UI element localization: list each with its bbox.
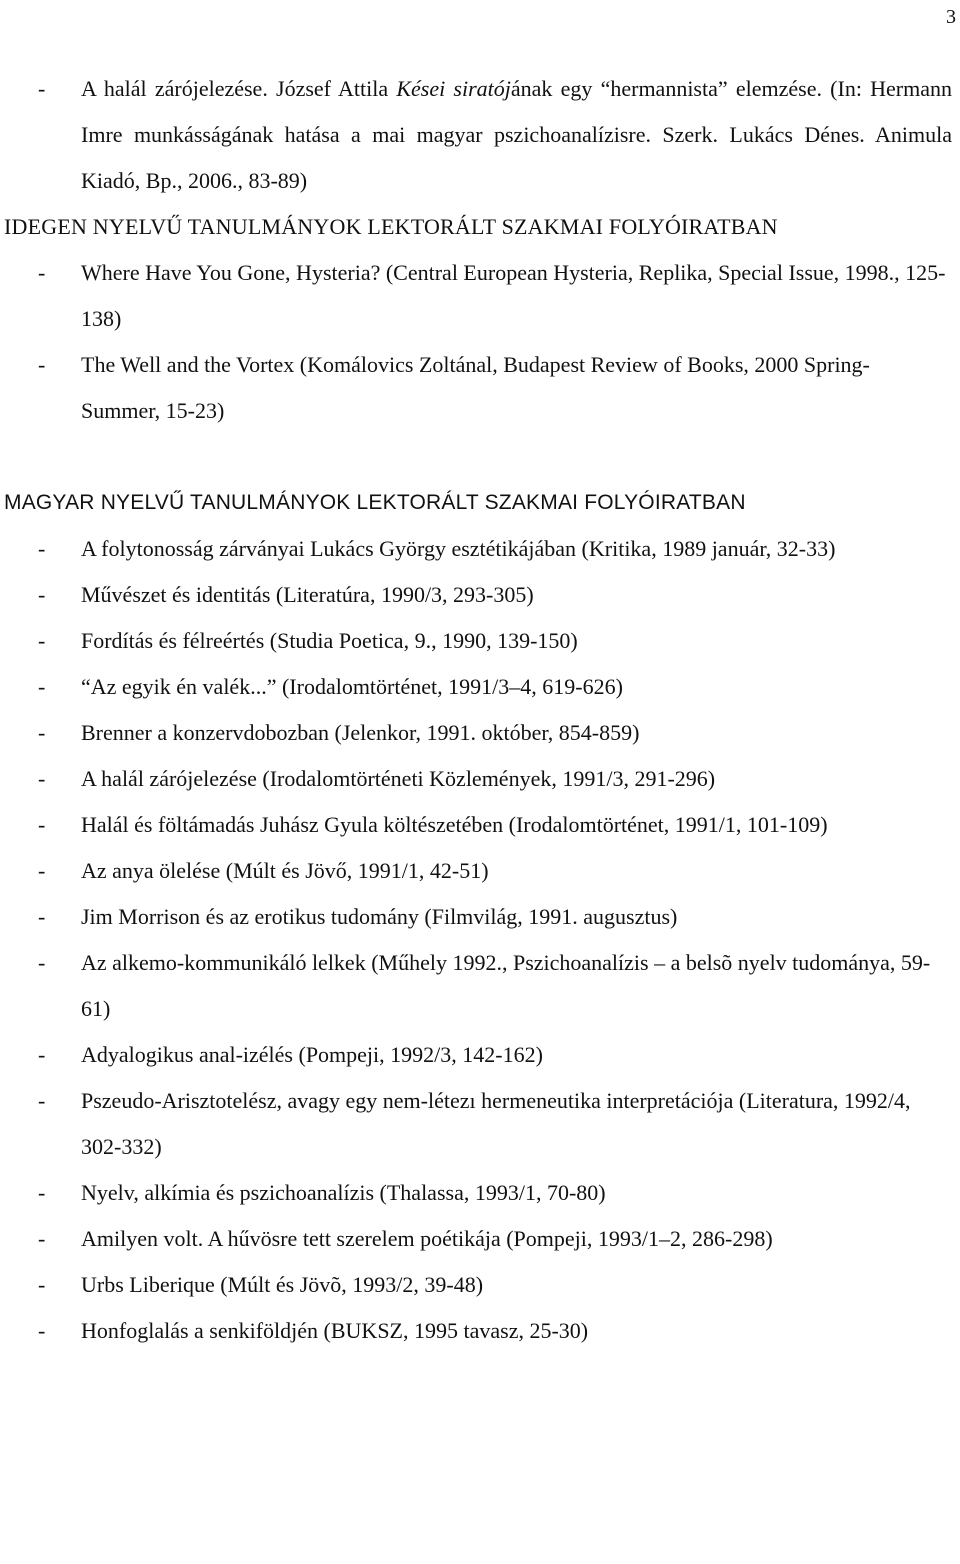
list-dash: - (38, 812, 46, 837)
page-number: 3 (946, 6, 956, 28)
hungarian-study-item-text: Nyelv, alkímia és pszichoanalízis (Thalassa, 1993/1, 70-80) (81, 1180, 606, 1205)
section-gap (0, 434, 960, 480)
intro-entry-title-pre: A halál zárójelezése. József Attila (81, 76, 397, 101)
list-dash: - (38, 1042, 46, 1067)
hungarian-study-item (0, 1032, 960, 1078)
list-dash: - (38, 536, 46, 561)
hungarian-study-item (0, 618, 960, 664)
hungarian-study-item (0, 664, 960, 710)
hungarian-study-item-text: Fordítás és félreértés (Studia Poetica, 9., 1990, 139-150) (81, 628, 578, 653)
list-dash: - (38, 1088, 46, 1113)
hungarian-study-item-text: Halál és föltámadás Juhász Gyula költészetében (Irodalomtörténet, 1991/1, 101-109) (81, 812, 828, 837)
list-dash: - (38, 766, 46, 791)
hungarian-study-item (0, 710, 960, 756)
list-dash: - (38, 674, 46, 699)
section-heading-foreign: IDEGEN NYELVŰ TANULMÁNYOK LEKTORÁLT SZAKMAI FOLYÓIRATBAN (4, 214, 778, 239)
list-dash: - (38, 904, 46, 929)
hungarian-study-item-text: Urbs Liberique (Múlt és Jövõ, 1993/2, 39-48) (81, 1272, 484, 1297)
intro-entry-title-post: ának egy “hermannista” elemzése. (In: Hermann Imre munkásságának hatása a mai magyar pszichoanalízisre. Szerk. Lukács Dénes. Animula Kiadó, Bp., 2006., 83-89) (81, 76, 952, 193)
hungarian-study-item (0, 940, 960, 1032)
hungarian-study-item (0, 1308, 960, 1354)
foreign-studies-list (0, 250, 960, 434)
list-dash: - (38, 582, 46, 607)
hungarian-study-item (0, 1262, 960, 1308)
hungarian-study-item-text: Az anya ölelése (Múlt és Jövő, 1991/1, 42-51) (81, 858, 489, 883)
list-dash: - (38, 950, 46, 975)
intro-entry (0, 66, 960, 204)
hungarian-study-item (0, 526, 960, 572)
hungarian-study-item-text: Amilyen volt. A hűvösre tett szerelem poétikája (Pompeji, 1993/1–2, 286-298) (81, 1226, 773, 1251)
hungarian-study-item-text: Honfoglalás a senkiföldjén (BUKSZ, 1995 tavasz, 25-30) (81, 1318, 589, 1343)
list-dash: - (38, 352, 46, 377)
hungarian-study-item (0, 1078, 960, 1170)
hungarian-study-item-text: A halál zárójelezése (Irodalomtörténeti Közlemények, 1991/3, 291-296) (81, 766, 716, 791)
list-dash: - (38, 858, 46, 883)
list-dash: - (38, 76, 46, 101)
document-body (0, 66, 960, 1354)
hungarian-study-item (0, 756, 960, 802)
hungarian-study-item-text: Művészet és identitás (Literatúra, 1990/3, 293-305) (81, 582, 534, 607)
hungarian-study-item (0, 848, 960, 894)
hungarian-study-item (0, 1216, 960, 1262)
hungarian-study-item-text: Pszeudo-Arisztotelész, avagy egy nem-létezı hermeneutika interpretációja (Literatura, 1992/4, 302-332) (81, 1088, 911, 1159)
hungarian-studies-list (0, 526, 960, 1354)
hungarian-study-item-text: Brenner a konzervdobozban (Jelenkor, 1991. október, 854-859) (81, 720, 640, 745)
foreign-study-item-text: The Well and the Vortex (Komálovics Zoltánal, Budapest Review of Books, 2000 Spring- Summer, 15-23) (81, 352, 870, 423)
hungarian-study-item-text: Az alkemo-kommunikáló lelkek (Műhely 1992., Pszichoanalízis – a belsõ nyelv tudománya, 59-61) (81, 950, 931, 1021)
section-heading-hungarian: MAGYAR NYELVŰ TANULMÁNYOK LEKTORÁLT SZAKMAI FOLYÓIRATBAN (4, 491, 746, 514)
hungarian-study-item (0, 894, 960, 940)
foreign-study-item (0, 250, 960, 342)
hungarian-study-item (0, 802, 960, 848)
hungarian-study-item-text: Adyalogikus anal-izélés (Pompeji, 1992/3, 142-162) (81, 1042, 543, 1067)
hungarian-study-item (0, 572, 960, 618)
list-dash: - (38, 720, 46, 745)
list-dash: - (38, 628, 46, 653)
foreign-study-item-text: Where Have You Gone, Hysteria? (Central European Hysteria, Replika, Special Issue, 1998., 125-138) (81, 260, 946, 331)
intro-entry-title-italic: Kései siratój (396, 76, 511, 101)
list-dash: - (38, 1318, 46, 1343)
hungarian-study-item (0, 1170, 960, 1216)
list-dash: - (38, 260, 46, 285)
foreign-study-item (0, 342, 960, 434)
hungarian-study-item-text: Jim Morrison és az erotikus tudomány (Filmvilág, 1991. augusztus) (81, 904, 678, 929)
list-dash: - (38, 1226, 46, 1251)
list-dash: - (38, 1272, 46, 1297)
hungarian-study-item-text: A folytonosság zárványai Lukács György esztétikájában (Kritika, 1989 január, 32-33) (81, 536, 836, 561)
list-dash: - (38, 1180, 46, 1205)
hungarian-study-item-text: “Az egyik én valék...” (Irodalomtörténet, 1991/3–4, 619-626) (81, 674, 623, 699)
